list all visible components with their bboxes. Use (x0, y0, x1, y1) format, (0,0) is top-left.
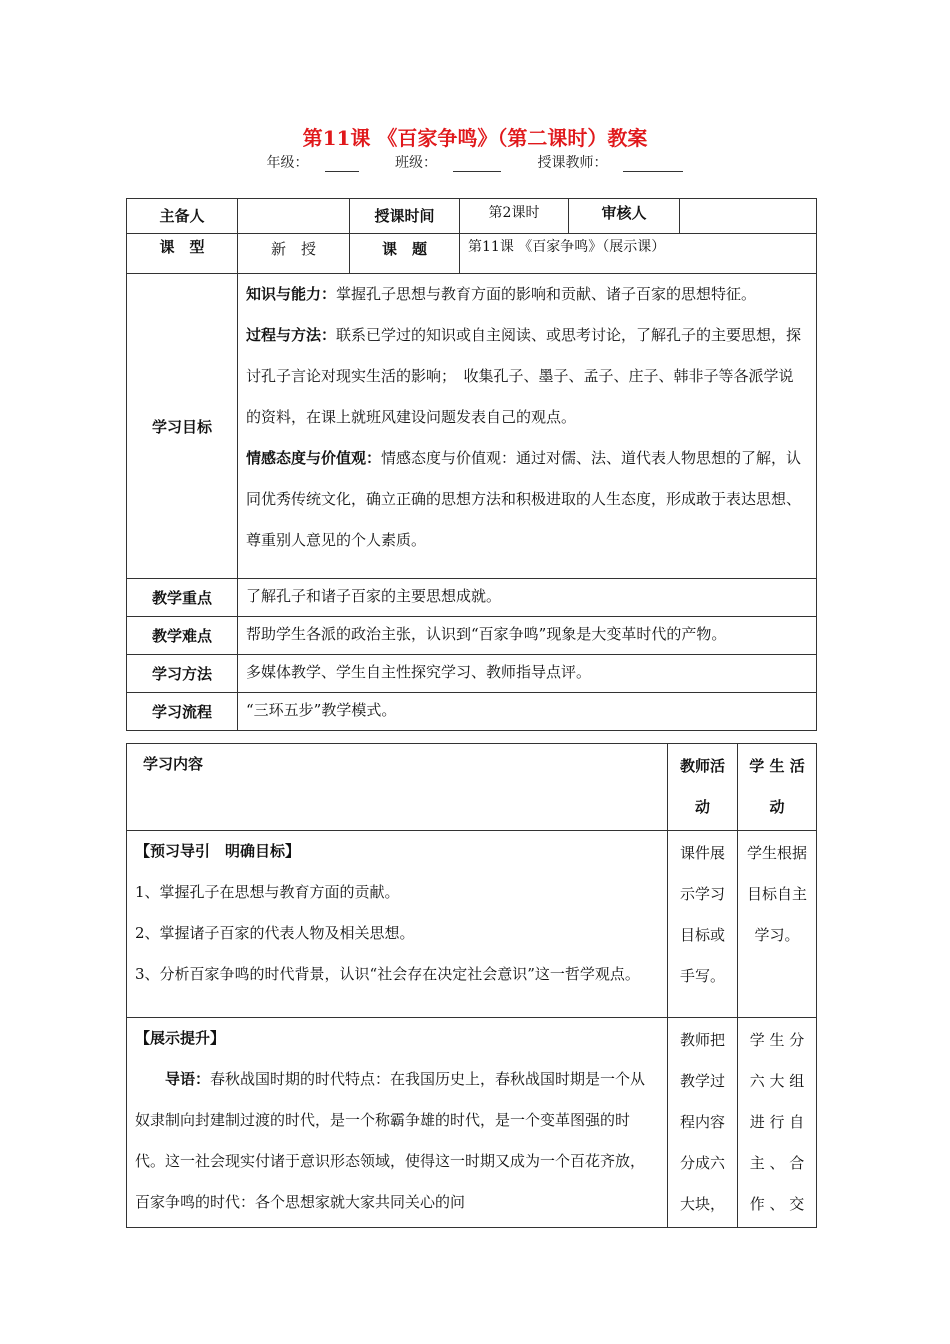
preview-item: 2、掌握诸子百家的代表人物及相关思想。 (135, 924, 415, 942)
type-label: 课 型 (127, 234, 238, 274)
reviewer-value (680, 199, 817, 234)
objectives-row (127, 274, 817, 579)
difficulty-row (127, 617, 817, 655)
objective-process: 过程与方法：联系已学过的知识或自主阅读、或思考讨论，了解孔子的主要思想，探讨孔子言论对现实生活的影响； 收集孔子、墨子、孟子、庄子、韩非子等各派学说的资料，在课上就班风建设问题发表自己的观点。 (246, 326, 802, 426)
info-row-2 (127, 234, 817, 274)
preview-student-activity: 学生根据目标自主学习。 (738, 831, 817, 1018)
section-show-row (127, 1018, 817, 1228)
class-field: 班级： (387, 155, 509, 171)
objective-emotion: 情感态度与价值观：情感态度与价值观：通过对儒、法、道代表人物思想的了解，认同优秀传统文化，确立正确的思想方法和积极进取的人生态度，形成敢于表达思想、尊重别人意见的个人素质。 (246, 449, 802, 549)
lead-paragraph: 导语：春秋战国时期的时代特点：在我国历史上，春秋战国时期是一个从奴隶制向封建制过渡的时代，是一个称霸争雄的时代，是一个变革图强的时代。这一社会现实付诸于意识形态领域，使得这一时期又成为一个百花齐放，百家争鸣的时代：各个思想家就大家共同关心的问 (135, 1070, 646, 1211)
process-label: 学习流程 (127, 693, 238, 731)
objectives-content (238, 274, 817, 579)
type-value: 新 授 (238, 234, 350, 274)
process-value: “三环五步”教学模式。 (238, 693, 817, 731)
content-header-row (127, 744, 817, 831)
content-table (126, 743, 817, 1228)
focus-row (127, 579, 817, 617)
grade-blank (325, 157, 359, 172)
teacher-blank (623, 157, 683, 172)
objective-knowledge: 知识与能力：掌握孔子思想与教育方面的影响和贡献、诸子百家的思想特征。 (246, 285, 757, 303)
preview-teacher-activity: 课件展示学习目标或手写。 (668, 831, 738, 1018)
topic-value: 第11课 《百家争鸣》（展示课） (460, 234, 817, 274)
focus-value: 了解孔子和诸子百家的主要思想成就。 (238, 579, 817, 617)
lesson-info-table (126, 198, 817, 731)
reviewer-label: 审核人 (569, 199, 680, 234)
section-show-title: 【展示提升】 (135, 1029, 226, 1047)
section-preview-content (127, 831, 668, 1018)
preparer-value (238, 199, 350, 234)
section-preview-title: 【预习导引 明确目标】 (135, 842, 301, 860)
page-title: 第11课 《百家争鸣》（第二课时）教案 (302, 126, 648, 150)
difficulty-label: 教学难点 (127, 617, 238, 655)
method-value: 多媒体教学、学生自主性探究学习、教师指导点评。 (238, 655, 817, 693)
grade-field: 年级： (259, 155, 367, 171)
method-label: 学习方法 (127, 655, 238, 693)
preview-item: 3、分析百家争鸣的时代背景，认识“社会存在决定社会意识”这一哲学观点。 (135, 965, 640, 983)
process-row (127, 693, 817, 731)
time-value: 第2课时 (460, 199, 569, 234)
class-blank (453, 157, 501, 172)
topic-label: 课 题 (350, 234, 460, 274)
show-teacher-activity: 教师把教学过程内容分成六大块， (668, 1018, 738, 1228)
student-activity-header: 学 生 活 动 (738, 744, 817, 831)
teacher-activity-header: 教师活动 (668, 744, 738, 831)
preparer-label: 主备人 (127, 199, 238, 234)
show-student-activity: 学 生 分 六 大 组 进 行 自 主 、 合 作 、 交 (738, 1018, 817, 1228)
time-label: 授课时间 (350, 199, 460, 234)
info-row-1 (127, 199, 817, 234)
section-preview-row (127, 831, 817, 1018)
header-subline (0, 152, 950, 172)
section-show-content (127, 1018, 668, 1228)
teacher-field: 授课教师： (529, 155, 691, 171)
difficulty-value: 帮助学生各派的政治主张，认识到“百家争鸣”现象是大变革时代的产物。 (238, 617, 817, 655)
preview-item: 1、掌握孔子在思想与教育方面的贡献。 (135, 883, 400, 901)
method-row (127, 655, 817, 693)
objectives-label: 学习目标 (127, 274, 238, 579)
focus-label: 教学重点 (127, 579, 238, 617)
content-header: 学习内容 (127, 744, 668, 831)
